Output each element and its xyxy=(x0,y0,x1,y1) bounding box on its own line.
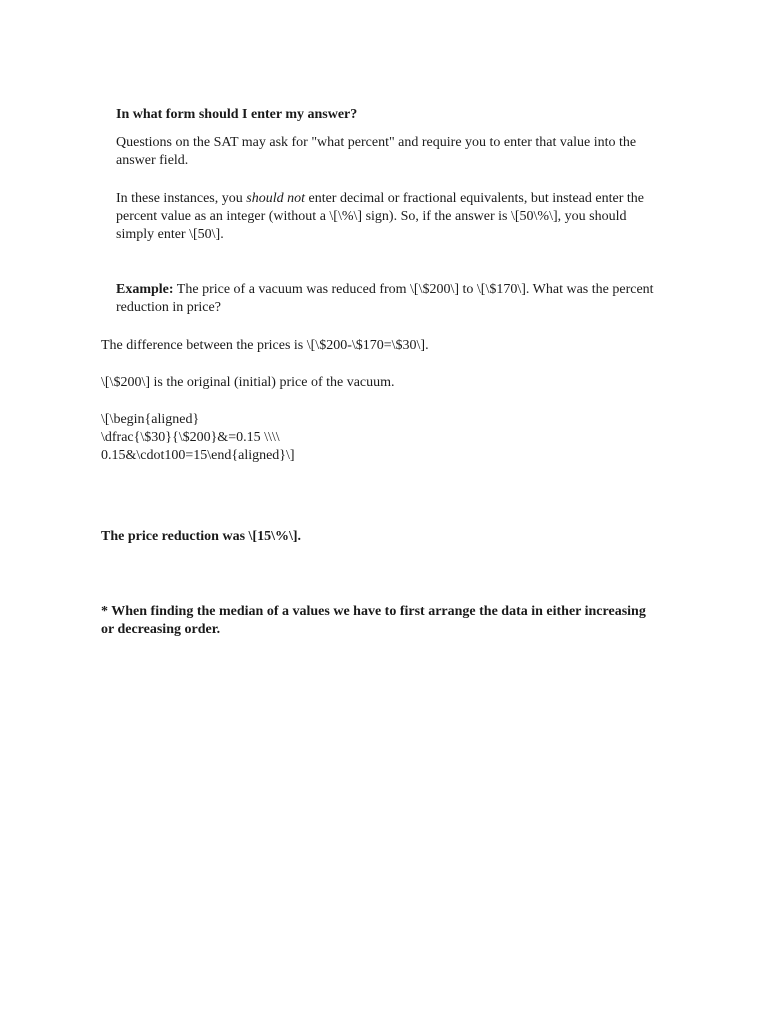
conclusion-line: The price reduction was \[15\%\]. xyxy=(101,529,302,544)
example-paragraph xyxy=(116,281,656,317)
example-text: The price of a vacuum was reduced from \[\$200\] to \[\$170\]. What was the percent reduction in price? xyxy=(116,282,654,315)
median-note: * When finding the median of a values we have to first arrange the data in either increasing or decreasing order. xyxy=(101,604,646,637)
math-line: 0.15&\cdot100=15\end{aligned}\] xyxy=(101,448,295,463)
section-heading: In what form should I enter my answer? xyxy=(116,107,358,122)
instructions-post: enter decimal or fractional equivalents, but instead enter the percent value as an integer (without a \[\%\] sign). So, if the answer is \[50\%\], you should simply enter \[50\]. xyxy=(116,191,644,242)
math-line: \dfrac{\$30}{\$200}&=0.15 \\\\ xyxy=(101,430,280,445)
math-line: \[\begin{aligned} xyxy=(101,412,200,427)
instructions-paragraph xyxy=(116,190,656,244)
instructions-emphasis: should not xyxy=(246,191,305,206)
instructions-pre: In these instances, you xyxy=(116,191,247,206)
difference-line: The difference between the prices is \[\$200-\$170=\$30\]. xyxy=(101,338,429,353)
math-block xyxy=(101,411,661,465)
intro-paragraph: Questions on the SAT may ask for "what percent" and require you to enter that value into the answer field. xyxy=(116,135,637,168)
example-label: Example: xyxy=(116,282,174,297)
original-price-line: \[\$200\] is the original (initial) price of the vacuum. xyxy=(101,375,395,390)
